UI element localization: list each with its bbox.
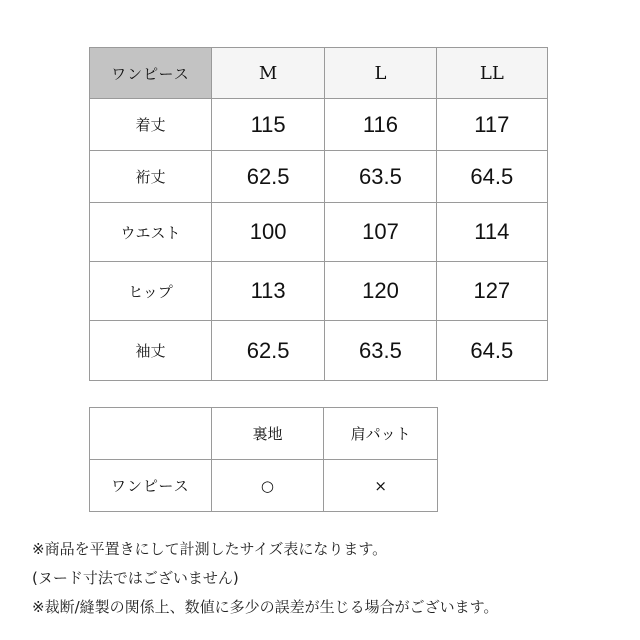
- table-row: [90, 460, 438, 512]
- lining-header: 裏地: [211, 408, 324, 460]
- row-label-onepiece: ワンピース: [90, 460, 212, 512]
- cell-value: 100: [211, 203, 324, 262]
- item-name-cell: ワンピース: [90, 48, 212, 99]
- size-m-header: M: [211, 48, 324, 99]
- cell-value: 115: [211, 99, 324, 151]
- size-table: [89, 47, 548, 381]
- row-label-yuki: 裄丈: [90, 151, 212, 203]
- cell-value: 114: [436, 203, 547, 262]
- cell-value: 107: [325, 203, 436, 262]
- note-line: (ヌード寸法ではございません): [32, 569, 239, 587]
- table-row: [90, 203, 548, 262]
- cell-value: 113: [211, 262, 324, 321]
- empty-corner-cell: [90, 408, 212, 460]
- shoulder-pad-value: ×: [324, 460, 438, 512]
- cell-value: 127: [436, 262, 547, 321]
- note-line: ※商品を平置きにして計測したサイズ表になります。: [32, 540, 388, 558]
- cell-value: 120: [325, 262, 436, 321]
- row-label-sleeve: 袖丈: [90, 321, 212, 381]
- lining-value: ○: [211, 460, 324, 512]
- row-label-length: 着丈: [90, 99, 212, 151]
- cell-value: 63.5: [325, 321, 436, 381]
- shoulder-pad-header: 肩パット: [324, 408, 438, 460]
- notes: [32, 538, 498, 625]
- cell-value: 116: [325, 99, 436, 151]
- table-row: [90, 151, 548, 203]
- cell-value: 62.5: [211, 321, 324, 381]
- cell-value: 64.5: [436, 151, 547, 203]
- size-l-header: L: [325, 48, 436, 99]
- cell-value: 117: [436, 99, 547, 151]
- table-row: [90, 321, 548, 381]
- size-ll-header: LL: [436, 48, 547, 99]
- note-line: ※裁断/縫製の関係上、数値に多少の誤差が生じる場合がございます。: [32, 598, 499, 616]
- lining-header-row: [90, 408, 438, 460]
- row-label-waist: ウエスト: [90, 203, 212, 262]
- size-header-row: [90, 48, 548, 99]
- lining-table: [89, 407, 438, 512]
- cell-value: 62.5: [211, 151, 324, 203]
- table-row: [90, 99, 548, 151]
- cell-value: 64.5: [436, 321, 547, 381]
- row-label-hip: ヒップ: [90, 262, 212, 321]
- cell-value: 63.5: [325, 151, 436, 203]
- table-row: [90, 262, 548, 321]
